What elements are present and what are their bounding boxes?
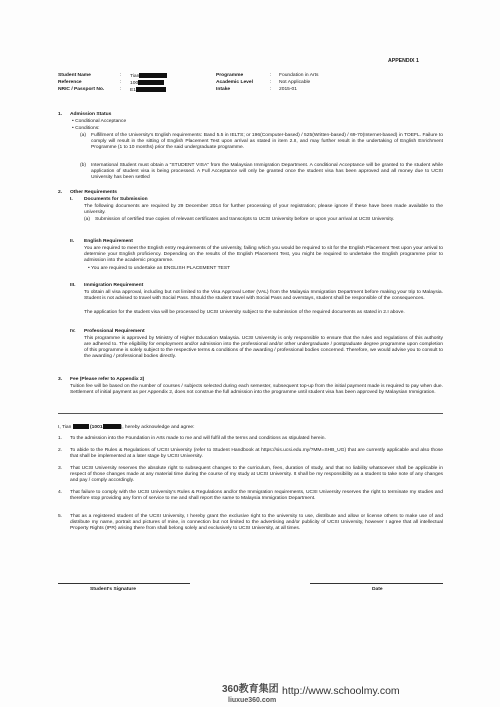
colon: : bbox=[120, 73, 122, 78]
subsection-title-immigration: Immigration Requirement bbox=[84, 283, 144, 288]
redaction-block bbox=[139, 73, 167, 78]
academic-level-label: Academic Level bbox=[216, 80, 253, 85]
redaction-block bbox=[73, 424, 89, 429]
divider bbox=[58, 413, 443, 414]
condition-student-visa: International Student must obtain a "STUDENT VISA" from the Malaysian Immigration Department. A conditional Acceptance will be granted to the student while application of student visa is being processed. A Full Acceptance will only be granted once the student visa has been approved and all money due to UCSI University has been settled bbox=[91, 163, 443, 180]
programme-label: Programme bbox=[216, 73, 244, 78]
colon: : bbox=[270, 73, 272, 78]
date-line bbox=[310, 583, 443, 584]
english-placement-bullet: • You are required to undertake an ENGLISH PLACEMENT TEST bbox=[88, 266, 231, 271]
bullet-conditional-acceptance: • Conditional Acceptance bbox=[72, 119, 127, 124]
section-number: 2. bbox=[58, 190, 63, 195]
subsection-number: IV. bbox=[70, 329, 76, 334]
subsection-title-english: English Requirement bbox=[84, 239, 133, 244]
redaction-block bbox=[136, 87, 166, 92]
redaction-block bbox=[103, 424, 121, 429]
signature-line bbox=[58, 583, 190, 584]
colon: : bbox=[120, 87, 122, 92]
subsection-number: I. bbox=[70, 197, 73, 202]
documents-item-a: Submission of certified true copies of relevant certificates and transcripts to UCSI University before or upon your arrival at UCSI University. bbox=[95, 217, 395, 222]
section-title-fee: Fee (Please refer to Appendix 2) bbox=[70, 377, 145, 382]
subsection-title-professional: Professional Requirement bbox=[84, 329, 145, 334]
condition-english-requirement: Fulfillment of the University's English requirements: Band 5.5 in IELTS; or 196(Computer-based) / 525(Written-based) / 69-70(Internet-based) in TOEFL. Failure to comply will result in the sitting of English Placement Test upon arrival as stated in item 2.II, and may further result in the undertaking of English Enrichment Programme (1 to 10 months) prior the said undergraduate programme. bbox=[91, 133, 443, 150]
watermark-360-logo: 360教育集团 bbox=[222, 684, 279, 695]
watermark-site: liuxue360.com bbox=[228, 697, 277, 704]
immigration-text: To obtain all visa approval, including but not limited to the Visa Approval Letter (VAL) from the Malaysia Immigration Department before making your trip to Malaysia. Student is not advised to travel with Social Pass. Should the student travel with Social Pass and overstays, student shall be responsible of the consequences. bbox=[84, 290, 443, 301]
redaction-block bbox=[138, 80, 164, 85]
immigration-text-2: The application for the student visa will be processed by UCSI University subject to the submission of the required documents as stated in 2.I above. bbox=[84, 310, 405, 315]
appendix-label: APPENDIX 1 bbox=[388, 58, 419, 64]
intake-value: 2015-01 bbox=[279, 87, 297, 92]
documents-text: The following documents are required by 29 December 2014 for further processing of your registration; please ignore if these have been made available to the university. bbox=[84, 204, 443, 215]
subsection-title-documents: Documents for Submission bbox=[84, 197, 148, 202]
agreement-intro: I, Tian (1001 ), hereby acknowledge and agree: bbox=[58, 424, 195, 430]
section-title-other-requirements: Other Requirements bbox=[70, 190, 118, 195]
nric-label: NRIC / Passport No. bbox=[58, 87, 105, 92]
programme-value: Foundation in Arts bbox=[279, 73, 319, 78]
subsection-number: III. bbox=[70, 283, 76, 288]
colon: : bbox=[270, 80, 272, 85]
student-name-label: Student Name bbox=[58, 73, 91, 78]
nric-value: E1 bbox=[130, 87, 166, 94]
bullet-conditions: • Conditions: bbox=[72, 126, 100, 131]
subsection-number: II. bbox=[70, 239, 75, 244]
section-number: 1. bbox=[58, 112, 63, 117]
section-number: 3. bbox=[58, 377, 63, 382]
intake-label: Intake bbox=[216, 87, 231, 92]
item-label: (a) bbox=[80, 133, 86, 138]
reference-label: Reference bbox=[58, 80, 82, 85]
fee-text: Tuition fee will be based on the number of courses / subjects selected during each semester, subsequent top-up from the initial payment made is required to pay when due. Settlement of initial payment as per Appendix 2, does not construe the full admission into the programme until student visa has been approved by Malaysian Immigration. bbox=[70, 384, 443, 395]
academic-level-value: Not Applicable bbox=[279, 80, 311, 85]
colon: : bbox=[120, 80, 122, 85]
date-label: Date bbox=[372, 587, 383, 592]
watermark-url: http://www.schoolmy.com bbox=[282, 685, 400, 697]
item-label: (a) bbox=[84, 217, 90, 222]
student-name-value: Tian bbox=[130, 73, 167, 80]
english-text: You are required to meet the English entry requirements of the university, failing which you would be required to sit for the English Placement Test upon your arrival to determine your English proficiency. Depending on the results of the English Placement Test, you might be required to undertake the English programme prior to admission into the academic programme. bbox=[84, 246, 443, 263]
professional-text: This programme is approved by Ministry of Higher Education Malaysia. UCSI University is only responsible to ensure that the rules and regulations of this authority are adhered to. The eligibility for employment and/or admission into the professional and/or other undergraduate / postgraduate degree programme upon completion of this programme is solely subject to the respective terms & conditions of the awarding / professional bodies concerned. Therefore, we would advise you to consult to the awarding / professional bodies directly. bbox=[84, 336, 443, 359]
item-label: (b) bbox=[80, 163, 86, 168]
student-signature-label: Student's Signature bbox=[90, 587, 136, 592]
colon: : bbox=[270, 87, 272, 92]
reference-value: 100 bbox=[130, 80, 164, 87]
offer-letter-page: APPENDIX 1 Student Name : Tian Reference : 100 NRIC / Passport No. : E1 Programme : Foundation in Arts Academic Level : Not Applicable Intake : 2015-01 1. Admission Status • Conditional Acceptance • Conditions: (a) Fulfillment of the University's English requirements: Band 5.5 in IELTS; or 196(Computer-based) / 525(Written-based) / 69-70(Internet-based) in TOEFL. Failure to comply will result in the sitting of English Placement Test upon arrival as stated in item 2.II, and may further result in the undertaking of English Enrichment Programme (1 to 10 months) prior the said undergraduate programme. (b) International Student must obtain a "STUDENT VISA" from the Malaysian Immigration Department. A conditional Acceptance will be granted to the student while application of student visa is being processed. A Full Acceptance will only be granted once the student visa has been approved and all money due to UCSI University has been settled 2. Other Requirements I. Documents for Submission The following documents are required by 29 December 2014 for further processing of your registration; please ignore if these have been made available to the university. (a) Submission of certified true copies of relevant certificates and transcripts to UCSI University before or upon your arrival at UCSI University. II. English Requirement You are required to meet the English entry requirements of the university, failing which you would be required to sit for the English Placement Test upon your arrival to determine your English proficiency. Depending on the results of the English Placement Test, you might be required to undertake the English programme prior to admission into the academic programme. • You are required to undertake an ENGLISH PLACEMENT TEST III. Immigration Requirement To obtain all visa approval, including but not limited to the Visa Approval Letter (VAL) from the Malaysia Immigration Department before making your trip to Malaysia. Student is not advised to travel with Social Pass. Should the student travel with Social Pass and overstays, student shall be responsible of the consequences. The application for the student visa will be processed by UCSI University subject to the submission of the required documents as stated in 2.I above. IV. Professional Requirement This programme is approved by Ministry of Higher Education Malaysia. UCSI University is only responsible to ensure that the rules and regulations of this authority are adhered to. The eligibility for employment and/or admission into the professional and/or other undergraduate / postgraduate degree programme upon completion of this programme is solely subject to the respective terms & conditions of the awarding / professional bodies concerned. Therefore, we would advise you to consult to the awarding / professional bodies directly. 3. Fee (Please refer to Appendix 2) Tuition fee will be based on the number of courses / subjects selected during each semester, subsequent top-up from the initial payment made is required to pay when due. Settlement of initial payment as per Appendix 2, does not construe the full admission into the programme until student visa has been approved by Malaysian Immigration. I, Tian (1001 ), hereby acknowledge and agree: 1. To the admission into the Foundation in Arts made to me and will fulfil all the terms and conditions as stipulated herein. 2. To abide to the Rules & Regulations of UCSI University (refer to Student Handbook at https://sis.ucsi.edu.my/?MM=SHB_UG) that are currently applicable and also those that shall be implemented at a later stage by UCSI University. 3. That UCSI University reserves the absolute right to subsequent changes to the curriculum, fees, duration of study, and that no liability whatsoever shall be applicable in respect of those changes made at any material time during the course of my study at UCSI University. It shall be my responsibility as a student to take note of any changes and pay / comply accordingly. 4. That failure to comply with the UCSI University's Rules & Regulations and/or the Immigration requirements, UCSI University reserves the right to terminate my studies and therefore stop providing any form of service to me and shall report the same to Malaysia Immigration Department. 5. That as a registered student of the UCSI University, I hereby grant the exclusive right to the university to use, distribute and allow or license others to make use of and distribute my name, portrait and pictures of mine, in connection but not limited to the advertising and/or publicity of UCSI University, however I agree that all intellectual Property Rights (IPR) arising there from shall belong solely and exclusively to UCSI University, at all times. Student's Signature Date 360教育集团 http://www.schoolmy.com liuxue360.com bbox=[0, 0, 500, 707]
section-title-admission-status: Admission Status bbox=[70, 112, 112, 117]
